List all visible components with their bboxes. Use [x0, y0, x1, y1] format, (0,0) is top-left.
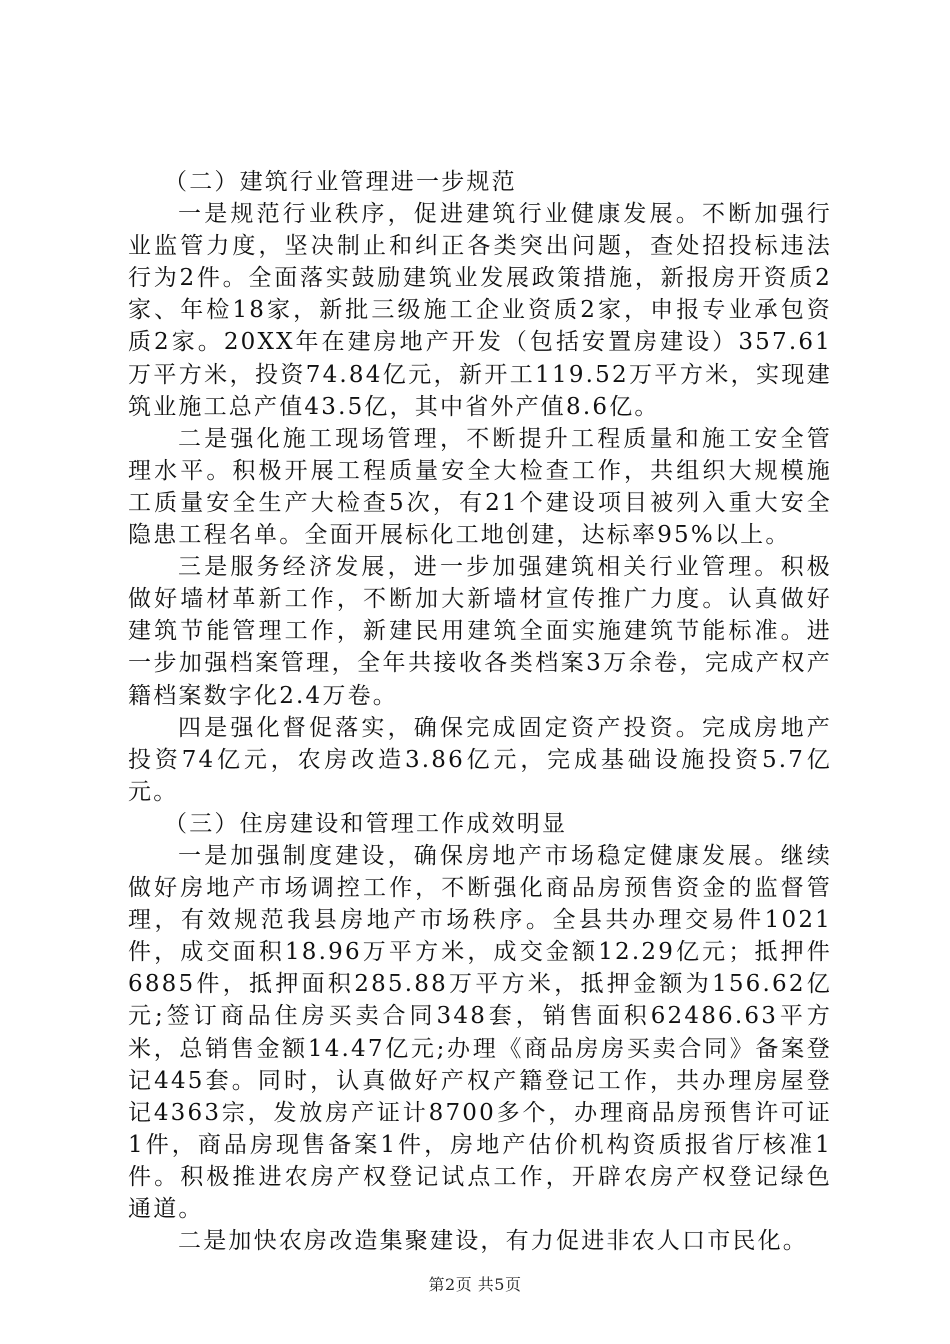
body-paragraph: 二是加快农房改造集聚建设，有力促进非农人口市民化。	[178, 1228, 808, 1255]
body-paragraph: 二是强化施工现场管理，不断提升工程质量和施工安全管理水平。积极开展工程质量安全大检查工作，共组织大规模施工质量安全生产大检查5次，有21个建设项目被列入重大安全隐患工程名单。全面开展标化工地创建，达标率95%以上。	[128, 425, 832, 549]
section-heading: （二）建筑行业管理进一步规范	[164, 169, 517, 195]
document-body	[128, 166, 832, 1257]
page-number-footer: 第2页 共5页	[428, 1275, 522, 1294]
body-paragraph: 一是规范行业秩序，促进建筑行业健康发展。不断加强行业监管力度，坚决制止和纠正各类突出问题，查处招投标违法行为2件。全面落实鼓励建筑业发展政策措施，新报房开资质2家、年检18家，新批三级施工企业资质2家，申报专业承包资质2家。20XX年在建房地产开发（包括安置房建设）357.61万平方米，投资74.84亿元，新开工119.52万平方米，实现建筑业施工总产值43.5亿，其中省外产值8.6亿。	[128, 201, 832, 420]
body-paragraph: 一是加强制度建设，确保房地产市场稳定健康发展。继续做好房地产市场调控工作，不断强化商品房预售资金的监督管理，有效规范我县房地产市场秩序。全县共办理交易件1021件，成交面积18.96万平方米，成交金额12.29亿元；抵押件6885件，抵押面积285.88万平方米，抵押金额为156.62亿元;签订商品住房买卖合同348套，销售面积62486.63平方米，总销售金额14.47亿元;办理《商品房房买卖合同》备案登记445套。同时，认真做好产权产籍登记工作，共办理房屋登记4363宗，发放房产证计8700多个，办理商品房预售许可证1件，商品房现售备案1件，房地产估价机构资质报省厅核准1件。积极推进农房产权登记试点工作，开辟农房产权登记绿色通道。	[128, 842, 832, 1222]
body-paragraph: 三是服务经济发展，进一步加强建筑相关行业管理。积极做好墙材革新工作，不断加大新墙材宣传推广力度。认真做好建筑节能管理工作，新建民用建筑全面实施建筑节能标准。进一步加强档案管理，全年共接收各类档案3万余卷，完成产权产籍档案数字化2.4万卷。	[128, 554, 832, 709]
section-heading: （三）住房建设和管理工作成效明显	[164, 810, 568, 837]
body-paragraph: 四是强化督促落实，确保完成固定资产投资。完成房地产投资74亿元，农房改造3.86亿元，完成基础设施投资5.7亿元。	[128, 714, 832, 805]
